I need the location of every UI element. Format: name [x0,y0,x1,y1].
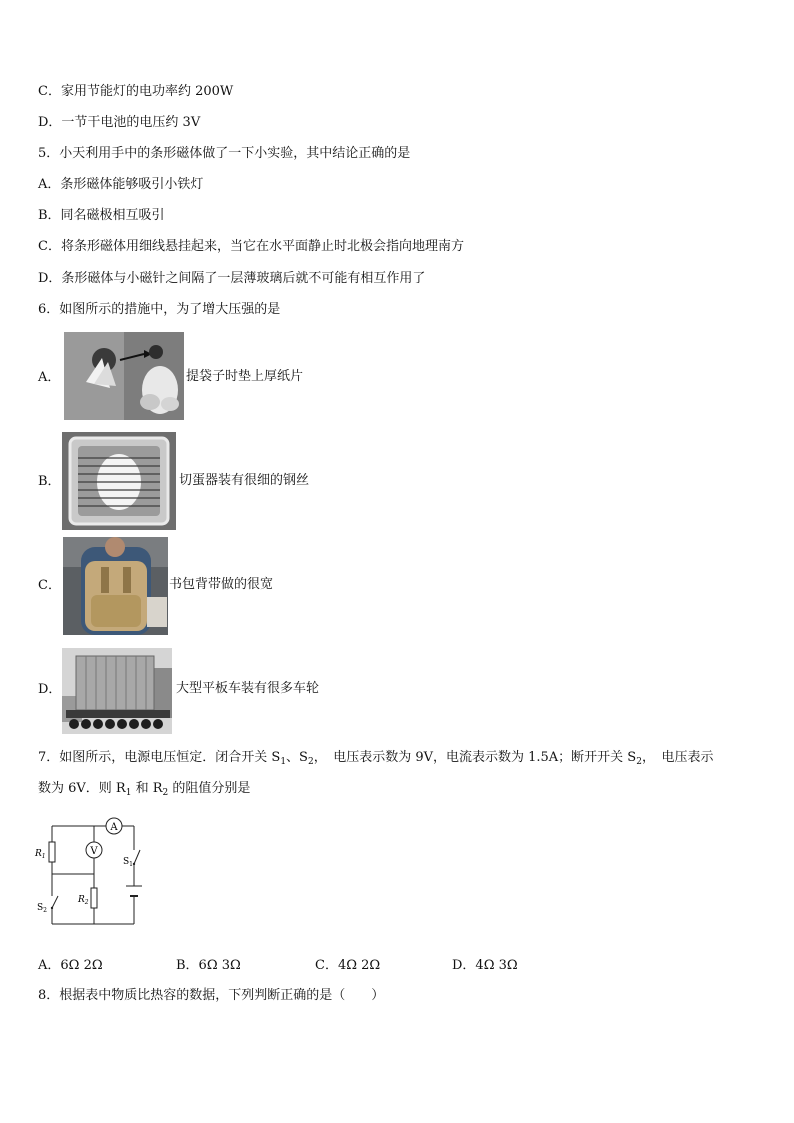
q6-option-b-label: B． [38,474,61,489]
q8-stem: 8．根据表中物质比热容的数据，下列判断正确的是（ ） [38,988,385,1003]
q6-option-a-label: A． [38,370,61,385]
r2-label: $R_2$ [78,895,89,906]
q5-option-a: A．条形磁体能够吸引小铁灯 [38,177,204,192]
r1-label: $R_1$ [35,849,46,860]
svg-text:V: V [90,846,98,857]
battery-symbol [126,886,142,896]
q6-image-egg-slicer [62,432,176,530]
switch-s2 [51,896,58,909]
q5-stem: 5．小天利用手中的条形磁体做了一下小实验，其中结论正确的是 [38,146,411,161]
svg-text:A: A [110,822,118,833]
q6-option-a-caption: 提袋子时垫上厚纸片 [186,369,304,384]
ammeter-symbol [106,818,122,834]
s2-label: $S_2$ [37,903,47,914]
q6-option-c-label: C． [38,578,61,593]
q5-option-c: C．将条形磁体用细线悬挂起来，当它在水平面静止时北极会指向地理南方 [38,239,464,254]
q7-stem-line1: 7．如图所示，电源电压恒定．闭合开关 $S_1$、$S_2$， 电压表示数为 9V，电流表示数为 1.5A；断开开关 $S_2$， 电压表示 [38,750,714,767]
q7-stem-line2: 数为 6V．则 $R_1$ 和 $R_2$ 的阻值分别是 [38,781,251,798]
q7-option-d: D．4Ω 3Ω [452,958,518,973]
q7-option-c: C．4Ω 2Ω [315,958,381,973]
q6-stem: 6．如图所示的措施中，为了增大压强的是 [38,302,281,317]
q6-image-backpack [63,537,168,635]
q7-option-a: A．6Ω 2Ω [38,958,103,973]
resistor-r2 [91,888,97,908]
q6-image-bag-handle [64,332,184,420]
switch-s1 [133,850,140,865]
q6-option-d-caption: 大型平板车装有很多车轮 [176,681,320,696]
q6-option-d-label: D． [38,682,62,697]
s1-label: $S_1$ [123,857,133,868]
q6-image-flatbed-truck [62,648,172,734]
q5-option-b: B．同名磁极相互吸引 [38,208,165,223]
q7-option-b: B．6Ω 3Ω [176,958,241,973]
voltmeter-symbol [86,842,102,858]
q6-option-b-caption: 切蛋器装有很细的钢丝 [179,473,310,488]
q6-option-c-caption: 书包背带做的很宽 [169,577,274,592]
q4-option-c: C．家用节能灯的电功率约 200W [38,84,234,99]
q4-option-d: D．一节干电池的电压约 3V [38,115,201,130]
q5-option-d: D．条形磁体与小磁针之间隔了一层薄玻璃后就不可能有相互作用了 [38,271,426,286]
q7-circuit-diagram [34,812,164,930]
resistor-r1 [49,842,55,862]
